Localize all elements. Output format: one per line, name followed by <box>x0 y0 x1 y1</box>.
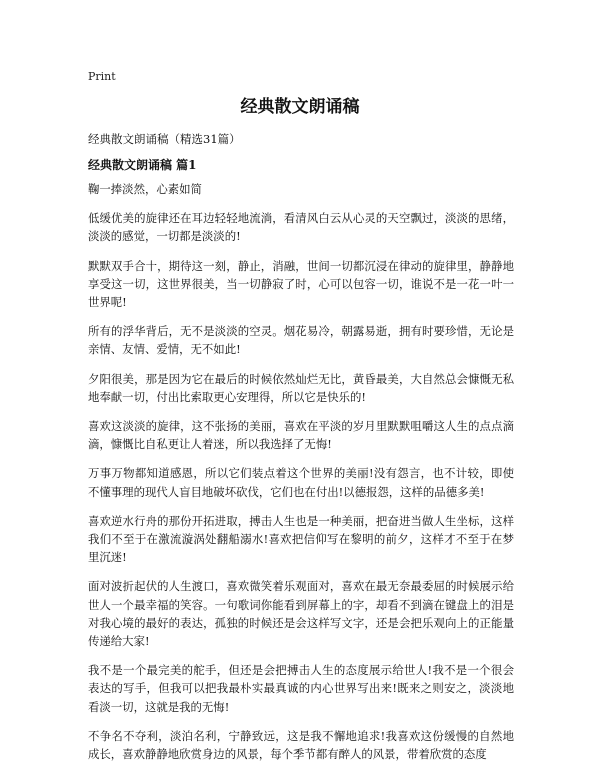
paragraph: 鞠一捧淡然，心素如简 <box>88 182 202 196</box>
article-body <box>88 180 514 774</box>
paragraph: 我不是一个最完美的舵手，但还是会把搏击人生的态度展示给世人!我不是一个很会表达的写手，但我可以把我最朴实最真诚的内心世界写出来!既来之则安之，淡淡地看淡一切，这就是我的无悔! <box>88 663 514 714</box>
section-heading: 经典散文朗诵稿 篇1 <box>88 158 197 172</box>
paragraph: 低缓优美的旋律还在耳边轻轻地流淌，看清风白云从心灵的天空飘过，淡淡的思绪，淡淡的感觉，一切都是淡淡的! <box>88 211 514 244</box>
paragraph: 万事万物都知道感恩，所以它们装点着这个世界的美丽!没有怨言，也不计较，即使不懂事理的现代人盲目地破坏砍伐，它们也在付出!以德报怨，这样的品德多美! <box>88 466 514 499</box>
paragraph: 所有的浮华背后，无不是淡淡的空灵。烟花易冷，朝露易逝，拥有时要珍惜，无论是亲情、友情、爱情，无不如此! <box>88 324 514 357</box>
paragraph: 喜欢这淡淡的旋律，这不张扬的美丽，喜欢在平淡的岁月里默默咀嚼这人生的点点滴滴，慷慨比自私更让人着迷，所以我选择了无悔! <box>88 419 514 452</box>
paragraph: 喜欢逆水行舟的那份开拓进取，搏击人生也是一种美丽，把奋进当做人生坐标，这样我们不至于在激流漩涡处翻船溺水!喜欢把信仰写在黎明的前夕，这样才不至于在梦里沉迷! <box>88 513 514 565</box>
paragraph: 默默双手合十，期待这一刻，静止，消融，世间一切都沉浸在律动的旋律里，静静地享受这一切，这世界很美，当一切静寂了时，心可以包容一切，谁说不是一花一叶一世界呢! <box>88 258 514 310</box>
paragraph: 不争名不夺利，淡泊名利，宁静致远，这是我不懈地追求!我喜欢这份缓慢的自然地成长，喜欢静静地欣赏身边的风景，每个季节都有醉人的风景，带着欣赏的态度 <box>88 728 514 762</box>
document-subtitle: 经典散文朗诵稿（精选31篇） <box>88 132 241 146</box>
paragraph: 夕阳很美，那是因为它在最后的时候依然灿烂无比，黄昏最美，大自然总会慷慨无私地奉献一切，付出比索取更心安理得，所以它是快乐的! <box>88 371 514 404</box>
paragraph: 面对波折起伏的人生渡口，喜欢微笑着乐观面对，喜欢在最无奈最委屈的时候展示给世人一个最幸福的笑容。一句歌词你能看到屏幕上的字，却看不到滴在键盘上的泪是对我心境的最好的表达，孤独的时候还是会这样写文字，还是会把乐观向上的正能量传递给大家! <box>88 579 514 649</box>
page-title: 经典散文朗诵稿 <box>240 97 360 117</box>
print-label: Print <box>88 70 116 83</box>
